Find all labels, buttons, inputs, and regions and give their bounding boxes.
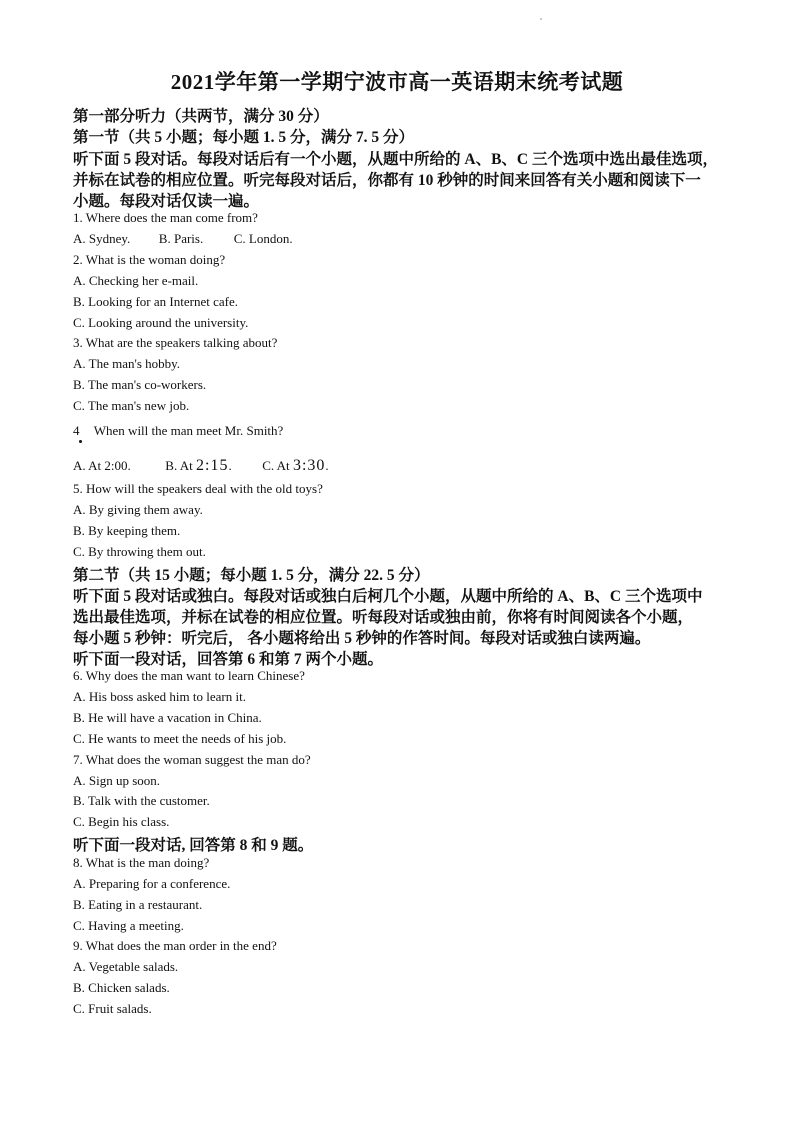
q1-options — [73, 231, 293, 247]
q3-option-b: B. The man's co-workers. — [73, 377, 207, 392]
q1-option-c: C. London. — [233, 231, 293, 246]
q5-option-b: B. By keeping them. — [73, 523, 181, 538]
q8-option-c: C. Having a meeting. — [73, 918, 184, 933]
q2-stem: 2. What is the woman doing? — [73, 252, 226, 267]
section2-heading: 第二节（共 15 小题；每小题 1. 5 分，满分 22. 5 分） — [73, 567, 430, 584]
listen-instruction-8-9: 听下面一段对话, 回答第 8 和 9 题。 — [73, 837, 314, 854]
q3-stem: 3. What are the speakers talking about? — [73, 335, 278, 350]
q6-option-c: C. He wants to meet the needs of his job. — [73, 731, 287, 746]
scan-speck — [540, 18, 542, 20]
part1-heading: 第一部分听力（共两节，满分 30 分） — [73, 108, 329, 125]
section1-instructions-line1: 听下面 5 段对话。每段对话后有一个小题，从题中所给的 A、B、C 三个选项中选出最佳选项， — [73, 151, 718, 168]
q6-option-b: B. He will have a vacation in China. — [73, 710, 262, 725]
q9-option-b: B. Chicken salads. — [73, 980, 170, 995]
q7-option-b: B. Talk with the customer. — [73, 793, 210, 808]
q1-stem: 1. Where does the man come from? — [73, 210, 258, 225]
q8-option-a: A. Preparing for a conference. — [73, 876, 231, 891]
q9-option-a: A. Vegetable salads. — [73, 959, 179, 974]
q4-options — [73, 457, 329, 475]
section2-instructions-line3: 每小题 5 秒钟：听完后， 各小题将给出 5 秒钟的作答时间。每段对话或独白读两遍。 — [73, 630, 651, 647]
q3-option-a: A. The man's hobby. — [73, 356, 181, 371]
q4-option-c-suffix: . — [325, 458, 329, 473]
page-title: 2021学年第一学期宁波市高一英语期末统考试题 — [170, 70, 624, 94]
q4-stem-line — [73, 423, 283, 439]
q4-option-a: A. At 2:00. — [73, 458, 131, 473]
q1-option-b: B. Paris. — [158, 231, 204, 246]
q4-option-b-suffix: . — [228, 458, 232, 473]
q3-option-c: C. The man's new job. — [73, 398, 190, 413]
q2-option-c: C. Looking around the university. — [73, 315, 249, 330]
q4-option-c-prefix: C. At — [262, 458, 290, 473]
q7-option-a: A. Sign up soon. — [73, 773, 161, 788]
q8-option-b: B. Eating in a restaurant. — [73, 897, 203, 912]
q5-stem: 5. How will the speakers deal with the old toys? — [73, 481, 323, 496]
section1-instructions-line3: 小题。每段对话仅读一遍。 — [73, 193, 260, 210]
section2-instructions-line1: 听下面 5 段对话或独白。每段对话或独白后柯几个小题，从题中所给的 A、B、C 三个选项中 — [73, 588, 703, 605]
q2-option-a: A. Checking her e-mail. — [73, 273, 199, 288]
q4-number-dot — [79, 440, 82, 443]
q6-option-a: A. His boss asked him to learn it. — [73, 689, 246, 704]
section2-instructions-line2: 选出最佳选项，并标在试卷的相应位置。听每段对话或独由前，你将有时间阅读各个小题， — [73, 609, 694, 626]
section1-instructions-line2: 并标在试卷的相应位置。听完每段对话后，你都有 10 秒钟的时间来回答有关小题和阅读下一 — [73, 172, 701, 189]
q4-stem: When will the man meet Mr. Smith? — [93, 423, 284, 438]
q7-option-c: C. Begin his class. — [73, 814, 170, 829]
q9-stem: 9. What does the man order in the end? — [73, 938, 277, 953]
q4-option-c-time: 3:30 — [292, 457, 326, 474]
q4-number: 4 — [73, 423, 80, 438]
q5-option-a: A. By giving them away. — [73, 502, 203, 517]
q9-option-c: C. Fruit salads. — [73, 1001, 152, 1016]
q6-stem: 6. Why does the man want to learn Chinese? — [73, 668, 305, 683]
q4-option-b-prefix: B. At — [165, 458, 193, 473]
q7-stem: 7. What does the woman suggest the man do? — [73, 752, 311, 767]
q5-option-c: C. By throwing them out. — [73, 544, 206, 559]
listen-instruction-6-7: 听下面一段对话，回答第 6 和第 7 两个小题。 — [73, 651, 384, 668]
q8-stem: 8. What is the man doing? — [73, 855, 210, 870]
section1-heading: 第一节（共 5 小题；每小题 1. 5 分，满分 7. 5 分） — [73, 129, 415, 146]
q4-option-b-time: 2:15 — [196, 457, 229, 474]
q1-option-a: A. Sydney. — [73, 231, 131, 246]
q2-option-b: B. Looking for an Internet cafe. — [73, 294, 238, 309]
